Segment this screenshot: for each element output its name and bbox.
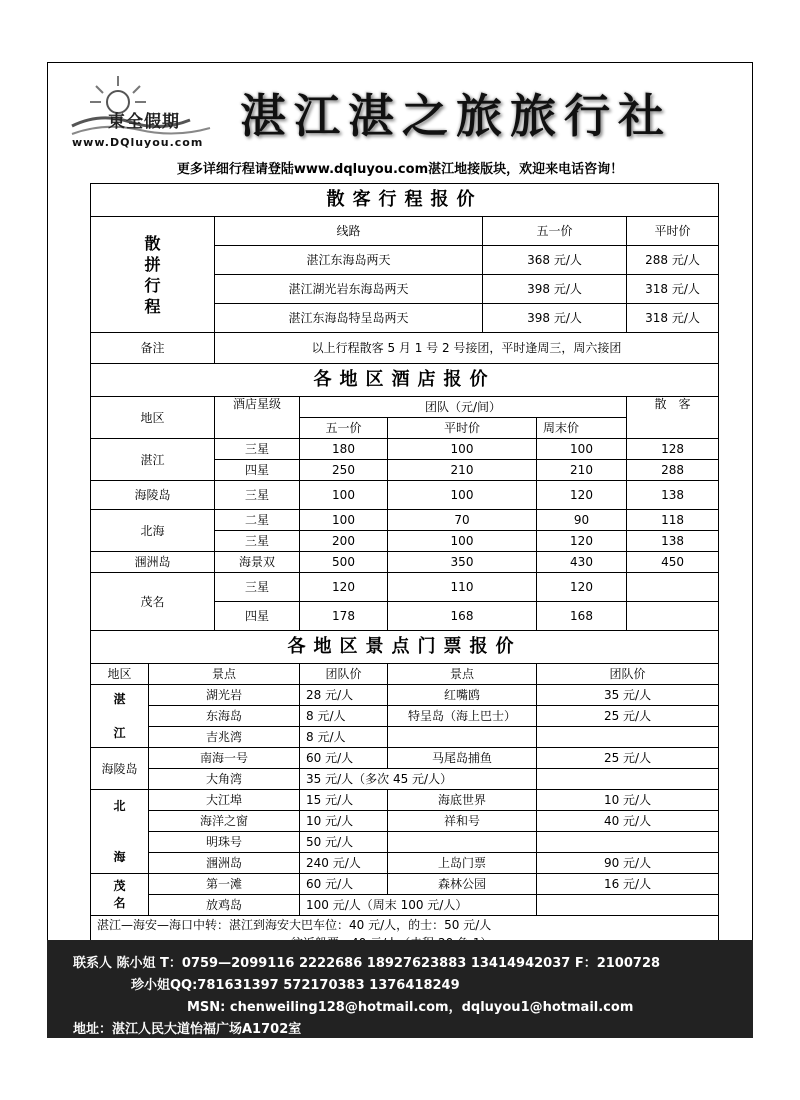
hotel-region: 茂名	[91, 573, 215, 631]
hotel-region: 北海	[91, 510, 215, 552]
tour-note-text: 以上行程散客 5 月 1 号 2 号接团，平时逢周三，周六接团	[215, 333, 719, 364]
tour-may-price: 398 元/人	[483, 275, 627, 304]
ticket-spot: 放鸡岛	[149, 895, 300, 916]
hotel-weekend: 100	[537, 439, 627, 460]
tour-route: 湛江东海岛特呈岛两天	[215, 304, 483, 333]
tickets-header-price2: 团队价	[537, 664, 719, 685]
hotel-may: 180	[300, 439, 388, 460]
ticket-price2: 25 元/人	[537, 706, 719, 727]
hotel-normal: 168	[388, 602, 537, 631]
hotel-normal: 70	[388, 510, 537, 531]
ticket-price: 28 元/人	[300, 685, 388, 706]
tour-side-label: 散拼行程	[91, 217, 215, 333]
hotel-header-weekend: 周末价	[537, 418, 627, 439]
tickets-header-spot: 景点	[149, 664, 300, 685]
tour-normal-price: 288 元/人	[627, 246, 719, 275]
ticket-price2: 35 元/人	[537, 685, 719, 706]
price-sheet	[90, 183, 719, 953]
ticket-spot: 大角湾	[149, 769, 300, 790]
ticket-spot: 东海岛	[149, 706, 300, 727]
ticket-spot2: 特呈岛（海上巴士）	[388, 706, 537, 727]
hotel-region: 海陵岛	[91, 481, 215, 510]
tickets-header-region: 地区	[91, 664, 149, 685]
ticket-spot: 明珠号	[149, 832, 300, 853]
hotel-star: 三星	[215, 439, 300, 460]
ticket-price2: 90 元/人	[537, 853, 719, 874]
tickets-region-zhanjiang: 湛 江	[91, 685, 149, 748]
hotel-may: 500	[300, 552, 388, 573]
tour-header-may: 五一价	[483, 217, 627, 246]
tour-section-title: 散客行程报价	[91, 184, 719, 217]
logo-text: 東全假期	[108, 112, 180, 132]
hotel-header-single: 散 客	[627, 397, 719, 439]
hotel-region: 湛江	[91, 439, 215, 481]
ticket-price: 60 元/人	[300, 748, 388, 769]
ticket-price: 50 元/人	[300, 832, 388, 853]
ticket-price: 10 元/人	[300, 811, 388, 832]
hotel-weekend: 168	[537, 602, 627, 631]
ticket-spot2: 祥和号	[388, 811, 537, 832]
hotel-single	[627, 573, 719, 602]
hotel-weekend: 120	[537, 481, 627, 510]
hotel-normal: 110	[388, 573, 537, 602]
hotel-normal: 350	[388, 552, 537, 573]
hotel-star: 海景双	[215, 552, 300, 573]
tour-may-price: 368 元/人	[483, 246, 627, 275]
ticket-price2: 16 元/人	[537, 874, 719, 895]
tour-normal-price: 318 元/人	[627, 304, 719, 333]
brand-title: 湛江湛之旅旅行社	[240, 89, 672, 143]
hotel-weekend: 90	[537, 510, 627, 531]
tickets-header-price: 团队价	[300, 664, 388, 685]
contact-bar	[47, 940, 753, 1038]
tickets-header-spot2: 景点	[388, 664, 537, 685]
hotel-may: 100	[300, 481, 388, 510]
hotel-normal: 210	[388, 460, 537, 481]
hotel-single	[627, 602, 719, 631]
hotel-region: 涠洲岛	[91, 552, 215, 573]
ticket-price: 35 元/人（多次 45 元/人）	[300, 769, 537, 790]
ticket-spot: 大江埠	[149, 790, 300, 811]
ticket-spot: 湖光岩	[149, 685, 300, 706]
tickets-section-title: 各地区景点门票报价	[91, 631, 719, 664]
ticket-spot2: 红嘴鸥	[388, 685, 537, 706]
ticket-price2	[537, 727, 719, 748]
hotel-star: 二星	[215, 510, 300, 531]
ticket-spot2: 森林公园	[388, 874, 537, 895]
hotel-single: 450	[627, 552, 719, 573]
ticket-spot: 吉兆湾	[149, 727, 300, 748]
hotel-star: 三星	[215, 531, 300, 552]
tickets-region-beihai: 北 海	[91, 790, 149, 874]
ticket-price2	[537, 895, 719, 916]
tour-route: 湛江湖光岩东海岛两天	[215, 275, 483, 304]
hotel-normal: 100	[388, 481, 537, 510]
hotel-section-title: 各地区酒店报价	[91, 364, 719, 397]
hotel-header-group: 团队（元/间）	[300, 397, 627, 418]
hotel-single: 128	[627, 439, 719, 460]
ticket-spot: 第一滩	[149, 874, 300, 895]
hotel-single: 138	[627, 531, 719, 552]
tour-normal-price: 318 元/人	[627, 275, 719, 304]
ticket-price: 60 元/人	[300, 874, 388, 895]
hotel-weekend: 120	[537, 573, 627, 602]
tour-may-price: 398 元/人	[483, 304, 627, 333]
contact-msn: MSN: chenweiling128@hotmail.com，dqluyou1@hotmail.com	[187, 1000, 634, 1015]
tour-note-label: 备注	[91, 333, 215, 364]
ticket-price: 8 元/人	[300, 727, 388, 748]
contact-address: 地址：湛江人民大道怡福广场A1702室	[73, 1022, 302, 1037]
hotel-star: 三星	[215, 573, 300, 602]
hotel-weekend: 210	[537, 460, 627, 481]
hotel-single: 288	[627, 460, 719, 481]
hotel-single: 138	[627, 481, 719, 510]
logo-url: www.DQluyou.com	[72, 136, 204, 149]
ticket-price: 100 元/人（周末 100 元/人）	[300, 895, 537, 916]
tour-header-route: 线路	[215, 217, 483, 246]
hotel-header-normal: 平时价	[388, 418, 537, 439]
hotel-normal: 100	[388, 439, 537, 460]
hotel-normal: 100	[388, 531, 537, 552]
hotel-may: 120	[300, 573, 388, 602]
tickets-region-maoming: 茂名	[91, 874, 149, 916]
hotel-header-star: 酒店星级	[215, 397, 300, 439]
ticket-spot2	[388, 727, 537, 748]
ticket-price2	[537, 769, 719, 790]
hotel-star: 四星	[215, 460, 300, 481]
transfer-note-1: 湛江—海安—海口中转：湛江到海安大巴车位：40 元/人，的士：50 元/人	[91, 916, 719, 935]
tagline: 更多详细行程请登陆www.dqluyou.com湛江地接版块，欢迎来电话咨询！	[176, 162, 624, 177]
hotel-may: 250	[300, 460, 388, 481]
ticket-price2: 25 元/人	[537, 748, 719, 769]
ticket-price: 240 元/人	[300, 853, 388, 874]
contact-phone: 联系人 陈小姐 T：0759—2099116 2222686 18927623883 13414942037 F：2100728	[73, 956, 661, 971]
hotel-weekend: 430	[537, 552, 627, 573]
ticket-spot: 南海一号	[149, 748, 300, 769]
contact-qq: 珍小姐QQ:781631397 572170383 1376418249	[131, 978, 460, 993]
hotel-header-region: 地区	[91, 397, 215, 439]
hotel-star: 四星	[215, 602, 300, 631]
hotel-may: 200	[300, 531, 388, 552]
ticket-spot2	[388, 832, 537, 853]
hotel-may: 178	[300, 602, 388, 631]
ticket-spot2: 马尾岛捕鱼	[388, 748, 537, 769]
tour-route: 湛江东海岛两天	[215, 246, 483, 275]
ticket-spot: 海洋之窗	[149, 811, 300, 832]
ticket-price2: 10 元/人	[537, 790, 719, 811]
ticket-price: 15 元/人	[300, 790, 388, 811]
hotel-single: 118	[627, 510, 719, 531]
ticket-spot2: 上岛门票	[388, 853, 537, 874]
hotel-may: 100	[300, 510, 388, 531]
hotel-weekend: 120	[537, 531, 627, 552]
tickets-region-hailing: 海陵岛	[91, 748, 149, 790]
ticket-price2: 40 元/人	[537, 811, 719, 832]
ticket-spot2: 海底世界	[388, 790, 537, 811]
ticket-spot: 涠洲岛	[149, 853, 300, 874]
tour-header-normal: 平时价	[627, 217, 719, 246]
ticket-price: 8 元/人	[300, 706, 388, 727]
hotel-star: 三星	[215, 481, 300, 510]
ticket-price2	[537, 832, 719, 853]
hotel-header-may: 五一价	[300, 418, 388, 439]
